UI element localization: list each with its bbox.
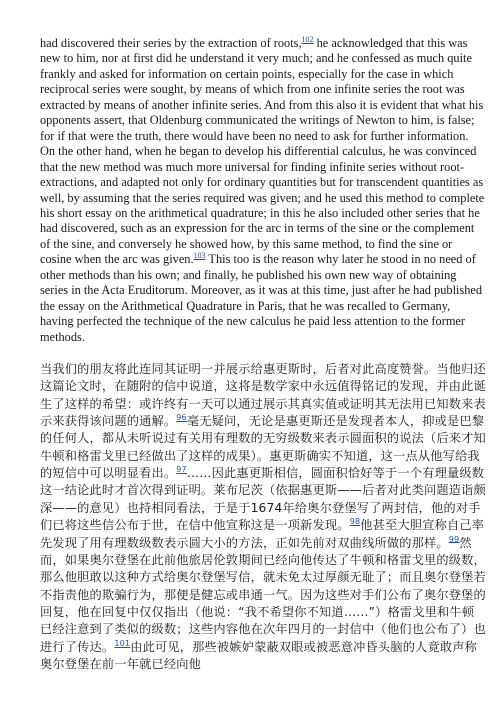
chinese-paragraph (40, 361, 486, 673)
footnote-ref-102[interactable] (302, 35, 314, 44)
footnote-link[interactable]: 98 (349, 517, 361, 527)
footnote-link[interactable]: 99 (448, 534, 460, 544)
chinese-text-5: 然而，如果奥尔登堡在此前他旅居伦敦期间已经向他传达了牛顿和格雷戈里的级数，那么他胆敢以这种方式给奥尔登堡写信，就未免太过厚颜无耻了；而且奥尔登堡若不指责他的欺骗行为，那便是健忘或串通一气。因为这些对手们公布了奥尔登堡的回复，他在回复中仅仅指出（他说：“我不希望你不知道……”）格雷戈里和牛顿已经注意到了类似的级数；这些内容他在次年四月的一封信中（他们也公布了）也进行了传达。 (40, 535, 486, 654)
footnote-ref-97[interactable] (176, 465, 187, 474)
chinese-text-4: 他甚至大胆宣称自己率先发现了用有理数级数表示圆大小的方法，正如先前对双曲线所做的那样。 (40, 518, 485, 550)
footnote-ref-98[interactable] (350, 517, 361, 526)
footnote-ref-103[interactable] (194, 251, 206, 260)
footnote-ref-101[interactable] (114, 639, 130, 648)
footnote-ref-96[interactable] (176, 413, 187, 422)
footnote-ref-99[interactable] (449, 534, 460, 543)
footnote-link[interactable]: 102 (301, 34, 314, 44)
english-text-2: he acknowledged that this was new to him, nor at first did he understand it very much; and he confessed as much quite frankly and asked for information on certain points, especially for the case in which reciprocal series were sought, by means of which from one infinite series the root was extracted by means of another infinite series. And from this also it is evident that what his opponents assert, that Oldenburg communicated the writings of Newton to him, is false; for if that were the truth, there would have been no need to ask for further information. On the other hand, when he began to develop his differential calculus, he was convinced that the new method was much more universal for finding infinite series without root-extractions, and adapted not only for ordinary quantities but for transcendent quantities as well, by assuming that the series required was given; and he used this method to complete his short essay on the arithmetical quadrature; in this he also included other series that he had discovered, such as an expression for the arc in terms of the sine or the complement of the sine, and conversely he showed how, by this same method, to find the sine or cosine when the arc was given. (40, 36, 485, 267)
chinese-text-2: 毫无疑问，无论是惠更斯还是发现者本人，抑或是巴黎的任何人，都从未听说过有关用有理数的无穷级数来表示圆面积的说法（后来才知牛顿和格雷戈里已经做出了这样的成果）。惠更斯确实不知道，这一点从他写给我的短信中可以明显看出。 (40, 414, 486, 481)
chinese-text-6: 由此可见，那些被嫉妒蒙蔽双眼或被恶意冲昏头脑的人竟敢声称奥尔登堡在前一年就已经向他 (40, 639, 478, 671)
english-text-1: had discovered their series by the extraction of roots, (40, 36, 302, 50)
footnote-link[interactable]: 101 (114, 638, 131, 648)
chinese-text-1: 当我们的朋友将此连同其证明一并展示给惠更斯时，后者对此高度赞誉。当他归还这篇论文时，在随附的信中说道，这将是数学家中永远值得铭记的发现，并由此诞生了这样的希望：或许终有一天可以通过展示其真实值或证明其无法用已知数来表示来获得该问题的通解。 (40, 362, 486, 429)
english-text-3: This too is the reason why later he stood in no need of other methods than his own; and finally, he published his own new way of obtaining series in the Acta Eruditorum. Moreover, as it was at this time, just after he had published the essay on the Arithmetical Quadrature in Paris, that he was recalled to Germany, having perfected the technique of the new calculus he paid less attention to the former methods. (40, 252, 483, 344)
english-paragraph (40, 36, 486, 345)
footnote-link[interactable]: 97 (176, 465, 187, 475)
chinese-text-3: ……因此惠更斯相信，圆面积恰好等于一个有理量级数这一结论此时才首次得到证明。莱布尼茨（依据惠更斯——后者对此类问题造诣颇深——的意见）也持相同看法，于是于1674年给奥尔登堡写了两封信，他的对手们已将这些信公布于世，在信中他宣称这是一项新发现。 (40, 466, 486, 533)
footnote-link[interactable]: 103 (193, 251, 206, 261)
footnote-link[interactable]: 96 (176, 413, 187, 423)
